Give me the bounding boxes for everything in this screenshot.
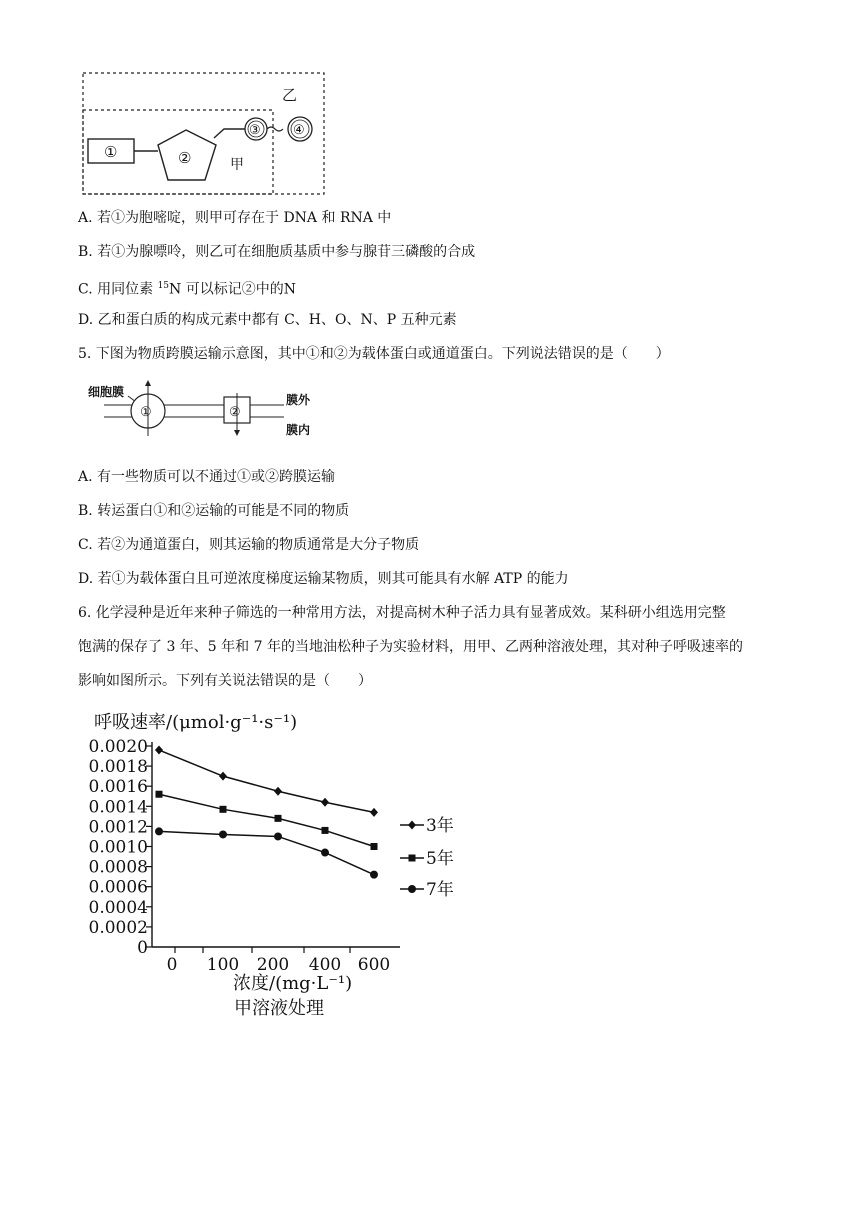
q5-option-a: A. 有一些物质可以不通过①或②跨膜运输 bbox=[78, 469, 336, 485]
y-tick-label: 0.0004 bbox=[88, 897, 148, 918]
data-point bbox=[274, 787, 282, 796]
q4-option-d: D. 乙和蛋白质的构成元素中都有 C、H、O、N、P 五种元素 bbox=[78, 312, 457, 328]
y-tick-label: 0.0018 bbox=[88, 757, 148, 778]
q5-stem: 5. 下图为物质跨膜运输示意图，其中①和②为载体蛋白或通道蛋白。下列说法错误的是（ ） bbox=[78, 346, 670, 362]
y-tick-label: 0.0008 bbox=[88, 857, 148, 878]
data-point bbox=[156, 791, 163, 798]
data-point bbox=[370, 808, 378, 817]
x-axis-label: 浓度/(mg·L⁻¹) bbox=[233, 973, 353, 994]
component-2-label: ② bbox=[178, 149, 192, 167]
data-point bbox=[155, 746, 163, 755]
chart-plot-area bbox=[89, 737, 454, 975]
x-tick-label: 400 bbox=[308, 955, 342, 975]
inside-label: 膜内 bbox=[286, 423, 311, 437]
legend-marker bbox=[408, 885, 416, 893]
legend-label: 3年 bbox=[426, 816, 454, 836]
series-line bbox=[159, 831, 374, 874]
data-point bbox=[274, 832, 282, 840]
y-tick-label: 0.0010 bbox=[88, 837, 148, 858]
protein-2-label: ② bbox=[229, 405, 241, 420]
series-line bbox=[159, 750, 374, 812]
q6-stem-line-1: 6. 化学浸种是近年来种子筛选的一种常用方法，对提高树木种子活力具有显著成效。某科研小组选用完整 bbox=[78, 605, 726, 621]
yi-label: 乙 bbox=[282, 86, 298, 104]
y-tick-label: 0.0020 bbox=[88, 737, 148, 757]
data-point bbox=[220, 806, 227, 813]
series-line bbox=[159, 794, 374, 846]
y-tick-label: 0.0012 bbox=[88, 817, 148, 838]
chart-caption: 甲溶液处理 bbox=[234, 998, 324, 1019]
y-tick-label: 0.0006 bbox=[88, 877, 148, 898]
y-tick-label: 0 bbox=[137, 938, 148, 958]
outside-label: 膜外 bbox=[286, 393, 311, 407]
y-tick-label: 0.0014 bbox=[88, 797, 148, 818]
jia-label: 甲 bbox=[230, 157, 244, 173]
respiration-rate-chart bbox=[80, 704, 480, 1024]
y-axis-label: 呼吸速率/(μmol·g⁻¹·s⁻¹) bbox=[94, 712, 298, 733]
x-tick-label: 100 bbox=[206, 955, 240, 975]
q5-option-c: C. 若②为通道蛋白，则其运输的物质通常是大分子物质 bbox=[78, 537, 420, 553]
x-tick-label: 200 bbox=[256, 955, 290, 975]
legend-label: 7年 bbox=[426, 880, 454, 900]
legend-marker bbox=[409, 855, 416, 862]
data-point bbox=[219, 772, 227, 781]
component-4-label: ④ bbox=[293, 123, 305, 138]
data-point bbox=[321, 849, 329, 857]
q6-stem-line-3: 影响如图所示。下列有关说法错误的是（ ） bbox=[78, 673, 372, 689]
legend-label: 5年 bbox=[426, 849, 454, 869]
x-tick-label: 0 bbox=[166, 955, 178, 975]
data-point bbox=[219, 830, 227, 838]
component-1-label: ① bbox=[104, 143, 118, 161]
q5-option-b: B. 转运蛋白①和②运输的可能是不同的物质 bbox=[78, 503, 350, 519]
data-point bbox=[322, 827, 329, 834]
data-point bbox=[371, 843, 378, 850]
nucleotide-diagram bbox=[78, 68, 330, 198]
membrane-label: 细胞膜 bbox=[88, 385, 125, 399]
protein-1-label: ① bbox=[140, 405, 152, 420]
y-tick-label: 0.0016 bbox=[88, 777, 148, 798]
q6-stem-line-2: 饱满的保存了 3 年、5 年和 7 年的当地油松种子为实验材料，用甲、乙两种溶液处理，其对种子呼吸速率的 bbox=[78, 639, 743, 655]
q4-option-c: C. 用同位素 $^{15}$N 可以标记②中的N bbox=[78, 281, 296, 298]
q4-option-a: A. 若①为胞嘧啶，则甲可存在于 DNA 和 RNA 中 bbox=[78, 210, 392, 226]
data-point bbox=[155, 827, 163, 835]
y-tick-label: 0.0002 bbox=[88, 917, 148, 938]
data-point bbox=[275, 815, 282, 822]
q4-option-b: B. 若①为腺嘌呤，则乙可在细胞质基质中参与腺苷三磷酸的合成 bbox=[78, 244, 476, 260]
data-point bbox=[321, 798, 329, 807]
membrane-transport-diagram bbox=[84, 378, 344, 440]
data-point bbox=[370, 871, 378, 879]
high-energy-bond bbox=[267, 127, 283, 131]
component-3-label: ③ bbox=[249, 123, 261, 138]
q5-option-d: D. 若①为载体蛋白且可逆浓度梯度运输某物质，则其可能具有水解 ATP 的能力 bbox=[78, 571, 569, 587]
x-tick-label: 600 bbox=[357, 955, 391, 975]
legend-marker bbox=[408, 821, 416, 830]
